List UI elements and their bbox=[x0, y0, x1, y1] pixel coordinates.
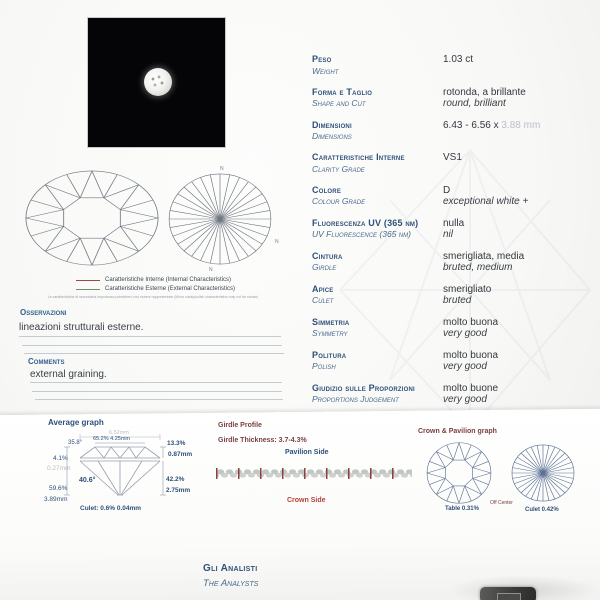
clarity-plot-diagrams bbox=[0, 160, 300, 280]
label-it: Giudizio sulle Proporzioni bbox=[312, 382, 415, 393]
ruled-line bbox=[30, 382, 282, 383]
average-graph-title: Average graph bbox=[48, 418, 104, 427]
girdle-profile-title: Girdle Profile bbox=[218, 422, 262, 429]
avg-pavilion-pct: 42.2% bbox=[166, 476, 185, 483]
diamond-photo bbox=[88, 18, 225, 147]
value: VS1 bbox=[443, 152, 462, 163]
property-row-shape bbox=[312, 87, 592, 110]
value-faded: 3.88 mm bbox=[501, 119, 541, 131]
value-en: nil bbox=[443, 229, 454, 240]
observations-title: Osservazioni bbox=[20, 308, 67, 317]
label-en: Symmetry bbox=[312, 328, 348, 338]
label-it: Politura bbox=[312, 349, 347, 360]
comments-text: external graining. bbox=[30, 369, 107, 380]
value-en: bruted bbox=[443, 295, 472, 306]
label-en: UV Fluorescence (365 nm) bbox=[312, 229, 411, 239]
label-en: Weight bbox=[312, 65, 339, 76]
property-row-girdle bbox=[312, 251, 592, 274]
property-row-symmetry bbox=[312, 317, 592, 340]
label-en: Shape and Cut bbox=[312, 98, 366, 108]
comments-title: Comments bbox=[28, 357, 65, 366]
avg-culet: Culet: 0.6% 0.04mm bbox=[80, 505, 142, 512]
property-row-dimensions bbox=[312, 120, 592, 143]
avg-crown-height-pct: 13.3% bbox=[167, 440, 186, 447]
property-row-weight bbox=[312, 54, 592, 77]
value: nulla bbox=[443, 217, 465, 229]
label-en: Clarity Grade bbox=[312, 163, 365, 174]
diamond-image bbox=[144, 68, 172, 96]
internal-characteristics-label: Caratteristiche Interne (Internal Characteristics) bbox=[105, 277, 232, 283]
value: rotonda, a brillante bbox=[443, 86, 526, 98]
label-it: Cintura bbox=[312, 250, 343, 261]
property-row-clarity bbox=[312, 152, 592, 175]
value: smerigliato bbox=[443, 283, 492, 295]
girdle-thickness-label: Girdle Thickness: 3.7-4.3% bbox=[218, 437, 307, 444]
ruled-line bbox=[35, 399, 283, 400]
value-en: round, brilliant bbox=[443, 98, 506, 109]
avg-depth-pct: 59.6% bbox=[49, 485, 68, 492]
property-row-colour bbox=[312, 185, 592, 208]
avg-girdle-mm: 0.27mm bbox=[47, 465, 71, 472]
external-characteristics-swatch bbox=[76, 289, 100, 290]
crown-side-label: Crown Side bbox=[287, 497, 326, 504]
analysts-title-it: Gli Analisti bbox=[203, 563, 258, 574]
ruled-line bbox=[19, 336, 281, 337]
label-it: Forma e Taglio bbox=[312, 86, 373, 97]
value: D bbox=[443, 184, 451, 196]
label-en: Colour Grade bbox=[312, 196, 366, 206]
value-en: very good bbox=[443, 361, 487, 372]
culet-percentage-label: Culet 0.42% bbox=[525, 507, 559, 513]
analysts-title-en: The Analysts bbox=[203, 578, 259, 589]
avg-diameter: 6.52mm bbox=[109, 430, 129, 436]
value-en: bruted, medium bbox=[443, 262, 513, 273]
avg-pavilion-angle: 40.6° bbox=[79, 477, 96, 484]
value: molto buone bbox=[443, 382, 499, 394]
avg-pavilion-mm: 2.75mm bbox=[166, 487, 191, 494]
label-it: Colore bbox=[312, 184, 342, 195]
label-en: Dimensions bbox=[312, 131, 352, 141]
natural-mark-bottom: N bbox=[209, 267, 213, 273]
label-it: Dimensioni bbox=[312, 119, 352, 130]
value: smerigliata, media bbox=[443, 250, 525, 262]
natural-mark-right: N bbox=[275, 239, 279, 245]
property-row-polish bbox=[312, 350, 592, 373]
property-list bbox=[312, 54, 592, 406]
value-en: very good bbox=[443, 394, 487, 405]
label-it: Fluorescenza UV (365 nm) bbox=[312, 217, 419, 228]
label-en: Proportions Judgement bbox=[312, 394, 399, 404]
external-characteristics-label: Caratteristiche Esterne (External Characteristics) bbox=[105, 286, 236, 292]
label-en: Polish bbox=[312, 361, 336, 371]
value: 1.03 ct bbox=[443, 54, 474, 65]
avg-table: 65.2% 4.25mm bbox=[93, 436, 130, 442]
pavilion-side-label: Pavilion Side bbox=[285, 449, 329, 456]
label-it: Peso bbox=[312, 54, 332, 64]
observations-text: lineazioni strutturali esterne. bbox=[19, 322, 144, 333]
value-en: very good bbox=[443, 328, 487, 339]
ruled-line bbox=[22, 345, 282, 346]
girdle-profile-strip bbox=[216, 468, 412, 479]
property-row-fluorescence bbox=[312, 218, 592, 241]
ruled-line bbox=[32, 391, 282, 392]
property-row-proportions bbox=[312, 383, 592, 406]
label-en: Culet bbox=[312, 295, 334, 305]
value-en: exceptional white + bbox=[443, 196, 529, 207]
property-row-culet bbox=[312, 284, 592, 307]
crown-pavilion-title: Crown & Pavilion graph bbox=[418, 428, 497, 435]
internal-characteristics-swatch bbox=[76, 280, 100, 281]
pavilion-graph-circle bbox=[512, 445, 574, 501]
label-it: Simmetria bbox=[312, 316, 350, 327]
crown-plot-diagram bbox=[26, 171, 158, 265]
table-percentage-label: Table 0.31% bbox=[445, 506, 479, 512]
hologram-stamp bbox=[480, 587, 536, 600]
label-en: Girdle bbox=[312, 262, 337, 272]
crown-graph-circle bbox=[427, 443, 491, 503]
avg-depth-mm: 3.89mm bbox=[44, 496, 68, 503]
label-it: Caratteristiche Interne bbox=[312, 152, 405, 162]
pavilion-plot-diagram bbox=[169, 174, 271, 264]
off-center-label: Off Center bbox=[490, 500, 513, 506]
avg-girdle-pct: 4.1% bbox=[53, 455, 68, 462]
value: 6.43 - 6.56 x 3.88 mm bbox=[443, 119, 541, 131]
avg-crown-angle: 35.8° bbox=[68, 440, 83, 446]
avg-crown-height-mm: 0.87mm bbox=[168, 451, 193, 458]
value: molto buona bbox=[443, 316, 499, 328]
natural-mark-top: N bbox=[220, 166, 224, 172]
label-it: Apice bbox=[312, 283, 334, 294]
ruled-line bbox=[24, 353, 284, 354]
value: molto buona bbox=[443, 349, 499, 361]
legend-fine-print: Le caratteristiche di secondaria importanza potrebbero non essere rappresentate (Minor clarity/polish characteristics may not be shown) bbox=[47, 295, 259, 299]
